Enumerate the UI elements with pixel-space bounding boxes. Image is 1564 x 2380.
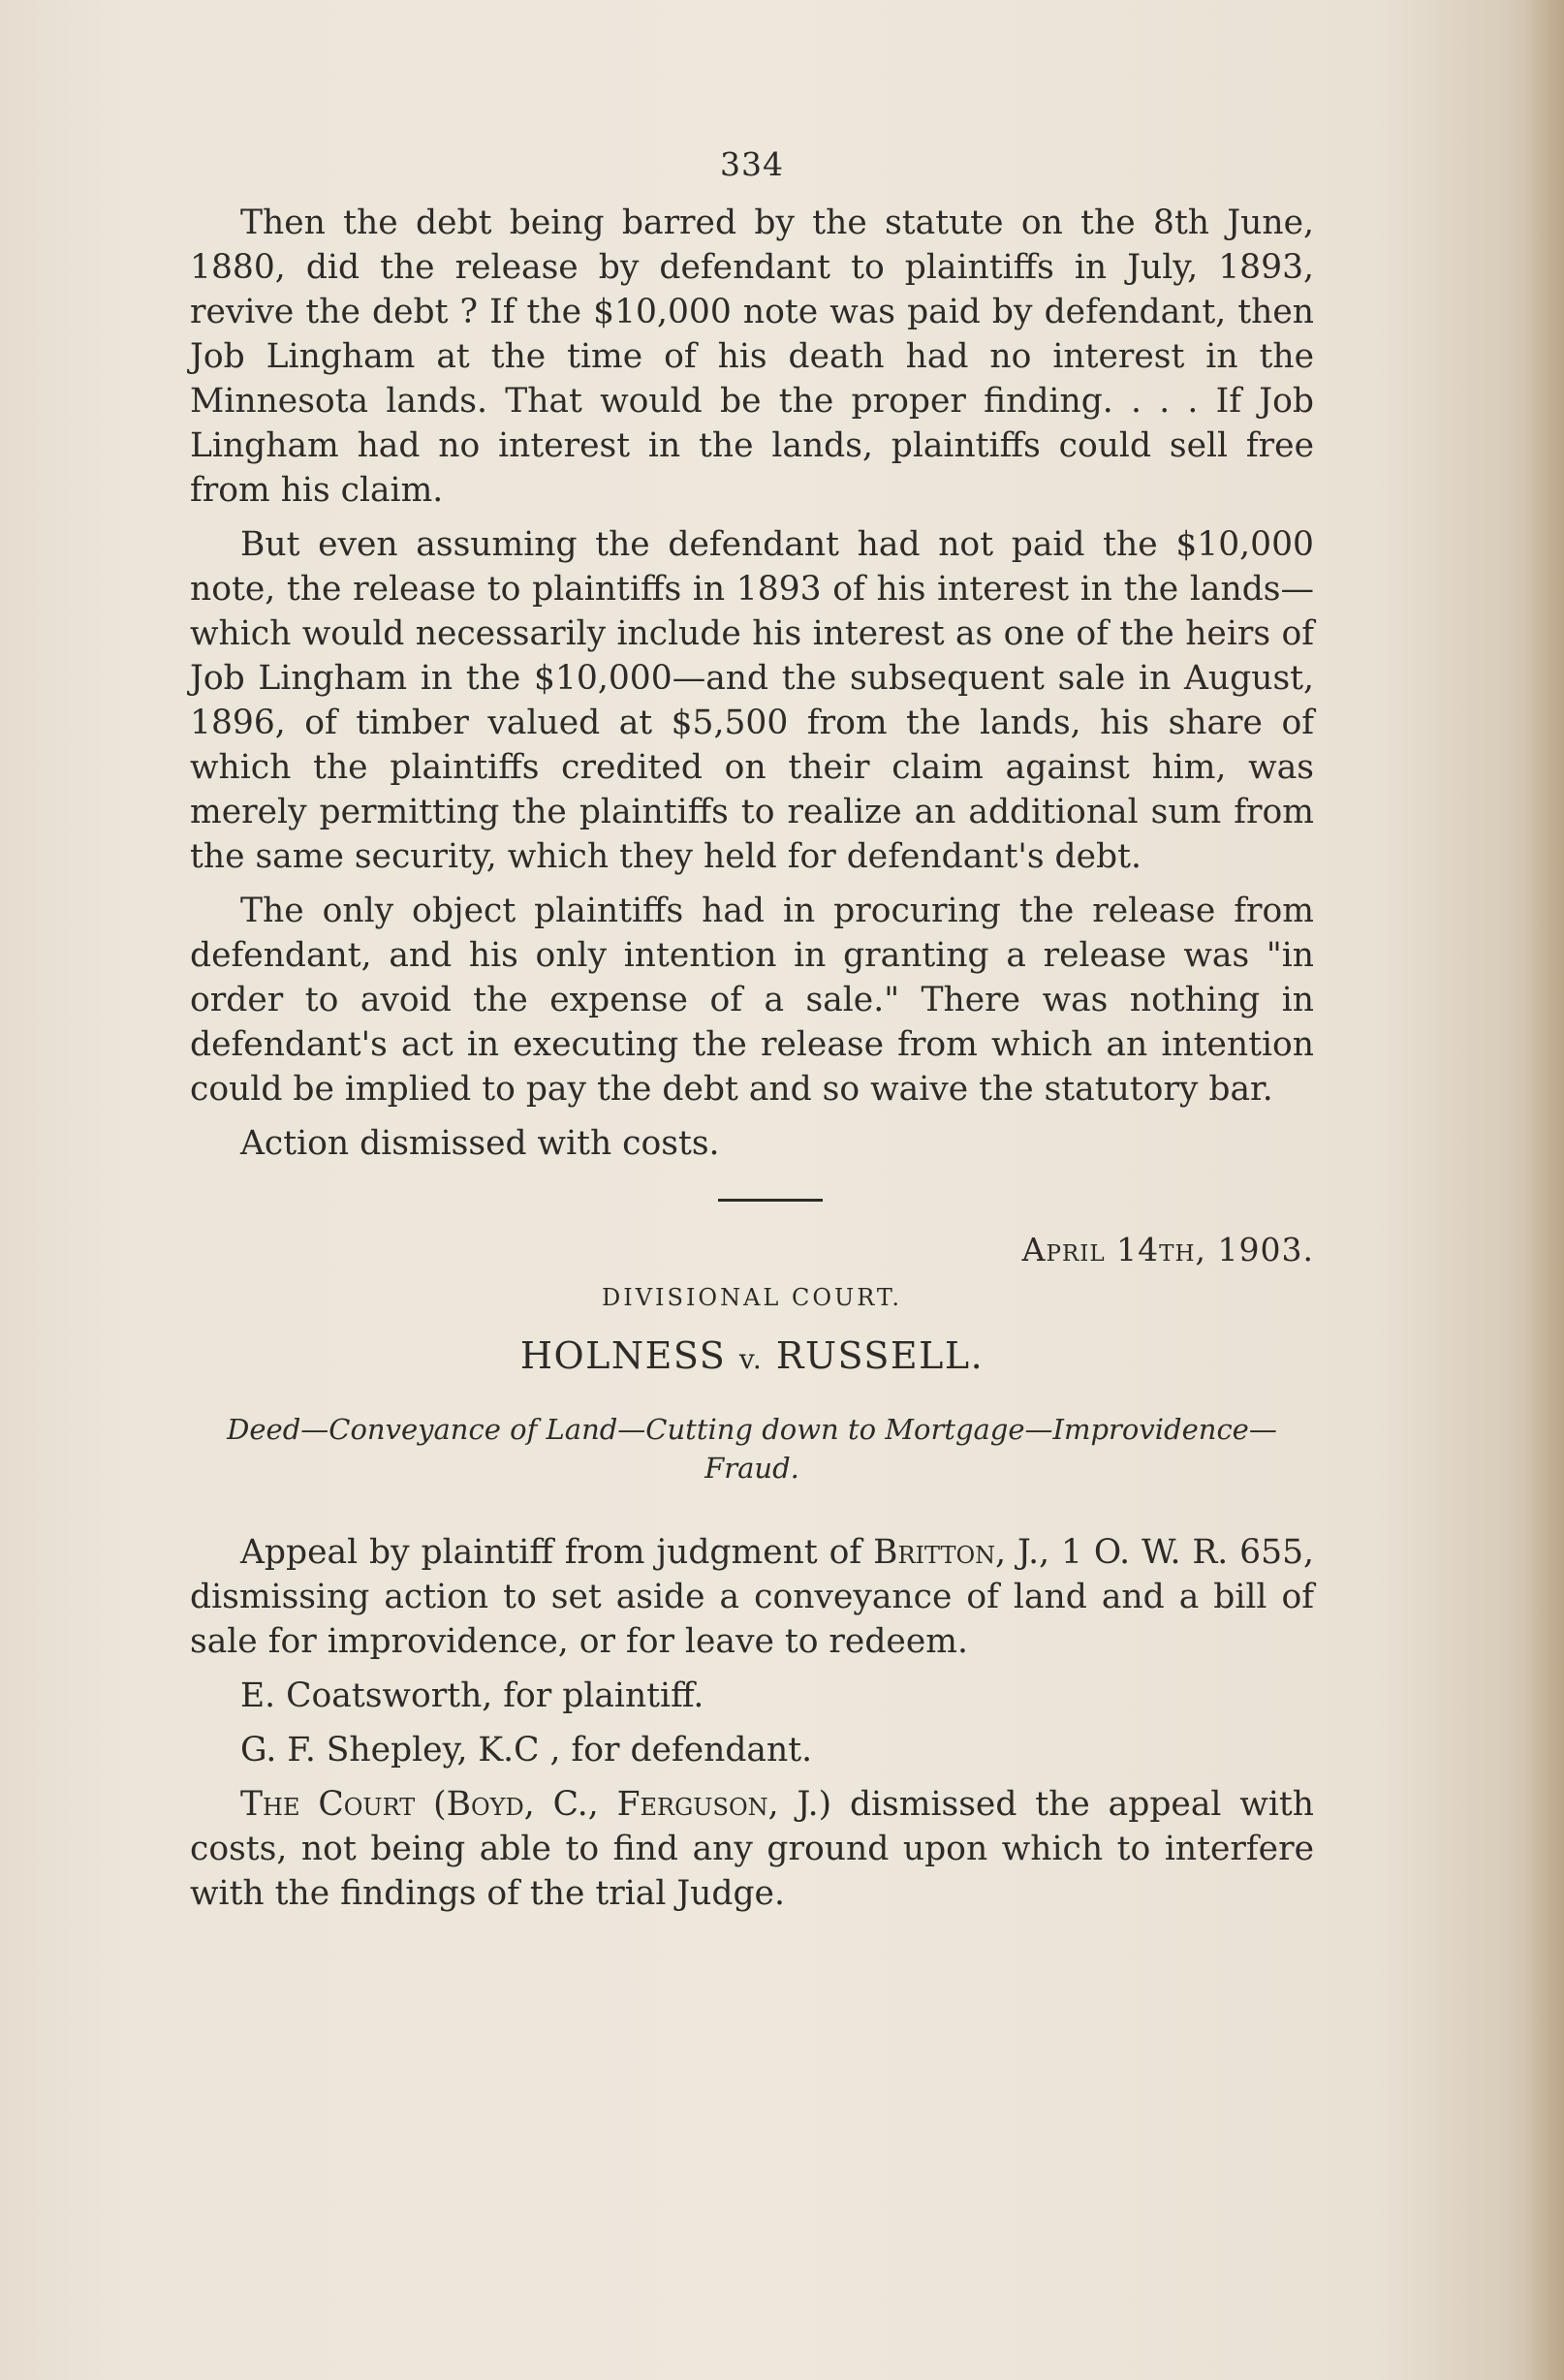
- appeal-judge: Britton: [873, 1533, 996, 1572]
- case-title: [190, 1334, 1314, 1377]
- case-plaintiff: HOLNESS: [519, 1334, 727, 1377]
- judgment-judge1: Boyd: [446, 1785, 524, 1824]
- judgment-mid: , C.,: [523, 1785, 617, 1824]
- case-versus: v.: [738, 1343, 764, 1375]
- paragraph-action-dismissed: Action dismissed with costs.: [240, 1124, 720, 1163]
- headnote: Deed—Conveyance of Land—Cutting down to Mortgage—Improvidence—Fraud.: [227, 1413, 1277, 1485]
- case-defendant: RUSSELL.: [775, 1334, 985, 1377]
- paragraph-only-object: The only object plaintiffs had in procuring the release from defendant, and his only intention in granting a release was "in order to avoid the expense of a sale." There was nothing in defendant's act in executing the release from which an intention could be implied to pay the debt and so waive the statutory bar.: [190, 892, 1314, 1109]
- judgment-open-paren: (: [415, 1785, 447, 1824]
- paragraph-debt-barred: Then the debt being barred by the statute on the 8th June, 1880, did the release by defendant to plaintiffs in July, 1893, revive the debt ? If the $10,000 note was paid by defendant, then Job Lingham at the time of his death had no interest in the Minnesota lands. That would be the proper finding. . . . If Job Lingham had no interest in the lands, plaintiffs could sell free from his claim.: [190, 204, 1314, 510]
- paragraph-appeal: [190, 1530, 1314, 1664]
- paragraph-assuming-not-paid: But even assuming the defendant had not paid the $10,000 note, the release to plaintiffs in 1893 of his interest in the lands—which would necessarily include his interest as one of the heirs of Job Lingham in the $10,000—and the subsequent sale in August, 1896, of timber valued at $5,500 from the lands, his share of which the plaintiffs credited on their claim against him, was merely permitting the plaintiffs to realize an additional sum from the same security, which they held for defendant's debt.: [190, 525, 1314, 876]
- paragraph-judgment: [190, 1782, 1314, 1916]
- appeal-suffix: , J., 1 O. W. R. 655, dismissing action to set aside a conveyance of land and a bill of sale for improvidence, or for leave to redeem.: [190, 1533, 1314, 1661]
- section-divider: [718, 1199, 823, 1202]
- appeal-prefix: Appeal by plaintiff from judgment of: [240, 1533, 874, 1572]
- page-text: [190, 145, 1314, 1926]
- judgment-the-court: The Court: [240, 1785, 416, 1824]
- counsel-defendant: G. F. Shepley, K.C , for defendant.: [240, 1731, 813, 1769]
- page-edge-shadow: [1525, 0, 1564, 2380]
- decision-date: April 14th, 1903.: [1021, 1231, 1314, 1268]
- counsel-plaintiff: E. Coatsworth, for plaintiff.: [240, 1676, 704, 1715]
- court-name: DIVISIONAL COURT.: [601, 1284, 903, 1311]
- judgment-judge2: Ferguson: [616, 1785, 768, 1824]
- judgment-text: , J.) dismissed the appeal with costs, not being able to find any ground upon which to interfere with the findings of the trial Judge.: [190, 1785, 1314, 1913]
- page-number: 334: [720, 145, 784, 183]
